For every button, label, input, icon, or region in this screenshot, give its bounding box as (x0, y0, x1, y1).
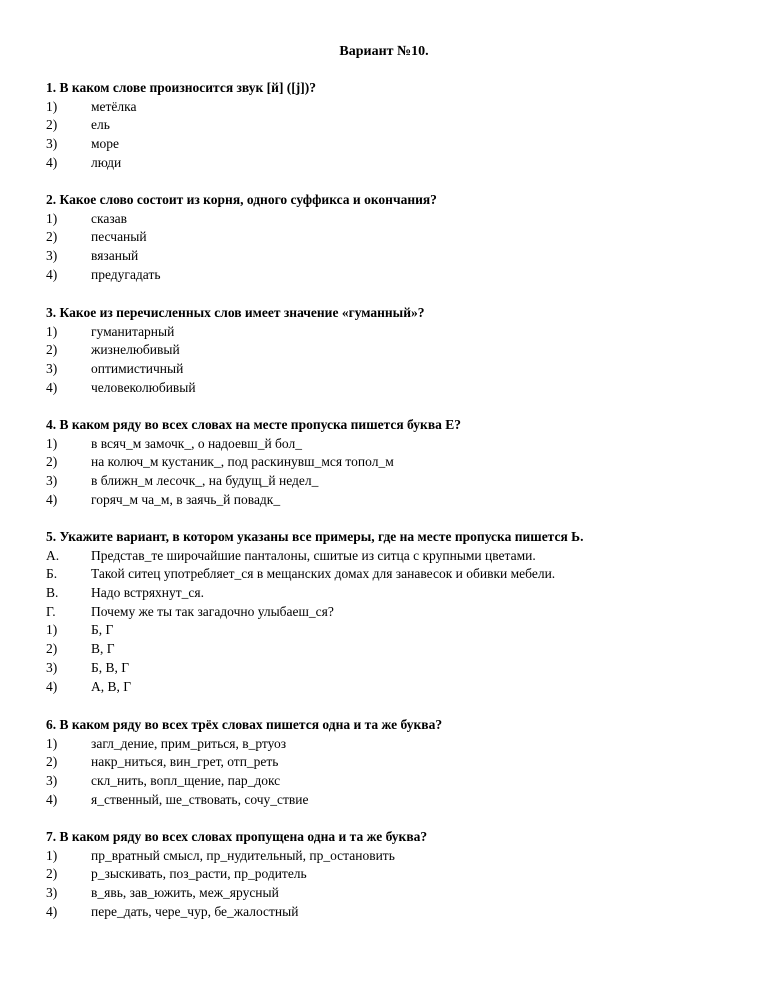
option-text: загл_дение, прим_риться, в_ртуоз (91, 735, 287, 751)
answer-option (46, 903, 726, 922)
answer-option (46, 210, 726, 229)
option-number: 2) (46, 641, 58, 657)
answer-option (46, 453, 726, 472)
option-text: В, Г (91, 641, 115, 657)
sentence-letter: В. (46, 585, 59, 601)
option-number: 4) (46, 266, 58, 282)
option-text: пере_дать, чере_чур, бе_жалостный (91, 903, 299, 919)
answer-option (46, 772, 726, 791)
answer-option (46, 247, 726, 266)
answer-option (46, 791, 726, 810)
question-4 (46, 416, 726, 509)
question-text: 4. В каком ряду во всех словах на месте пропуска пишется буква Е? (46, 417, 461, 432)
option-number: 1) (46, 622, 58, 638)
answer-option (46, 865, 726, 884)
sentence-letter: Г. (46, 603, 56, 619)
answer-option (46, 379, 726, 398)
option-text: р_зыскивать, поз_расти, пр_родитель (91, 866, 307, 882)
option-number: 2) (46, 866, 58, 882)
answer-option (46, 847, 726, 866)
sentence-letter: А. (46, 547, 60, 563)
option-text: в_явь, зав_южить, меж_ярусный (91, 885, 279, 901)
answer-option (46, 753, 726, 772)
question-6 (46, 716, 726, 809)
option-number: 3) (46, 659, 58, 675)
option-text: я_ственный, ше_ствовать, сочу_ствие (91, 791, 309, 807)
answer-option (46, 678, 726, 697)
option-number: 4) (46, 154, 58, 170)
option-number: 2) (46, 454, 58, 470)
question-3 (46, 304, 726, 397)
answer-option (46, 228, 726, 247)
option-text: пр_вратный смысл, пр_нудительный, пр_остановить (91, 847, 395, 863)
option-text: в ближн_м лесочк_, на будущ_й недел_ (91, 473, 319, 489)
option-number: 1) (46, 323, 58, 339)
option-number: 1) (46, 98, 58, 114)
option-text: сказав (91, 210, 128, 226)
sentence-letter: Б. (46, 566, 58, 582)
answer-option (46, 98, 726, 117)
sentence-text: Представ_те широчайшие панталоны, сшитые из ситца с крупными цветами. (91, 547, 536, 563)
option-number: 3) (46, 885, 58, 901)
answer-option (46, 884, 726, 903)
option-text: накр_ниться, вин_грет, отп_реть (91, 754, 279, 770)
option-number: 4) (46, 903, 58, 919)
option-number: 3) (46, 361, 58, 377)
option-text: на колюч_м кустаник_, под раскинувш_мся топол_м (91, 454, 394, 470)
option-text: вязаный (91, 248, 139, 264)
option-text: песчаный (91, 229, 147, 245)
option-number: 1) (46, 210, 58, 226)
answer-option (46, 154, 726, 173)
option-number: 2) (46, 754, 58, 770)
option-number: 4) (46, 678, 58, 694)
option-number: 4) (46, 379, 58, 395)
option-text: скл_нить, вопл_щение, пар_докс (91, 773, 281, 789)
option-number: 2) (46, 229, 58, 245)
answer-option (46, 659, 726, 678)
option-text: в всяч_м замочк_, о надоевш_й бол_ (91, 435, 302, 451)
option-text: А, В, Г (91, 678, 132, 694)
answer-option (46, 341, 726, 360)
option-text: море (91, 136, 120, 152)
sentence-item (46, 603, 726, 622)
option-text: горяч_м ча_м, в заячь_й повадк_ (91, 491, 281, 507)
page-title: Вариант №10. (339, 44, 429, 59)
option-text: человеколюбивый (91, 379, 196, 395)
question-text: 1. В каком слове произносится звук [й] ([j])? (46, 80, 317, 95)
sentence-text: Надо встряхнут_ся. (91, 585, 204, 601)
option-number: 3) (46, 473, 58, 489)
option-number: 1) (46, 435, 58, 451)
question-7 (46, 828, 726, 921)
answer-option (46, 266, 726, 285)
answer-option (46, 116, 726, 135)
option-text: Б, В, Г (91, 659, 130, 675)
answer-option (46, 435, 726, 454)
question-5 (46, 528, 726, 696)
option-number: 2) (46, 342, 58, 358)
sentence-item (46, 565, 726, 584)
option-text: люди (91, 154, 122, 170)
option-text: предугадать (91, 266, 161, 282)
answer-option (46, 491, 726, 510)
question-text: 5. Укажите вариант, в котором указаны все примеры, где на месте пропуска пишется Ь. (46, 529, 584, 544)
question-1 (46, 79, 726, 172)
answer-option (46, 135, 726, 154)
answer-option (46, 735, 726, 754)
option-number: 1) (46, 847, 58, 863)
option-number: 3) (46, 136, 58, 152)
option-number: 1) (46, 735, 58, 751)
sentence-item (46, 584, 726, 603)
option-number: 3) (46, 773, 58, 789)
answer-option (46, 323, 726, 342)
option-text: оптимистичный (91, 361, 184, 377)
option-text: гуманитарный (91, 323, 175, 339)
question-text: 6. В каком ряду во всех трёх словах пишется одна и та же буква? (46, 717, 443, 732)
option-number: 4) (46, 791, 58, 807)
option-text: Б, Г (91, 622, 114, 638)
question-text: 7. В каком ряду во всех словах пропущена одна и та же буква? (46, 829, 428, 844)
answer-option (46, 472, 726, 491)
sentence-item (46, 547, 726, 566)
option-number: 4) (46, 491, 58, 507)
option-text: метёлка (91, 98, 137, 114)
question-2 (46, 191, 726, 284)
question-text: 3. Какое из перечисленных слов имеет значение «гуманный»? (46, 305, 425, 320)
sentence-text: Почему же ты так загадочно улыбаеш_ся? (91, 603, 334, 619)
sentence-text: Такой ситец употребляет_ся в мещанских домах для занавесок и обивки мебели. (91, 566, 556, 582)
option-number: 2) (46, 117, 58, 133)
option-number: 3) (46, 248, 58, 264)
answer-option (46, 640, 726, 659)
option-text: ель (91, 117, 110, 133)
option-text: жизнелюбивый (91, 342, 180, 358)
question-text: 2. Какое слово состоит из корня, одного суффикса и окончания? (46, 192, 437, 207)
answer-option (46, 360, 726, 379)
answer-option (46, 621, 726, 640)
